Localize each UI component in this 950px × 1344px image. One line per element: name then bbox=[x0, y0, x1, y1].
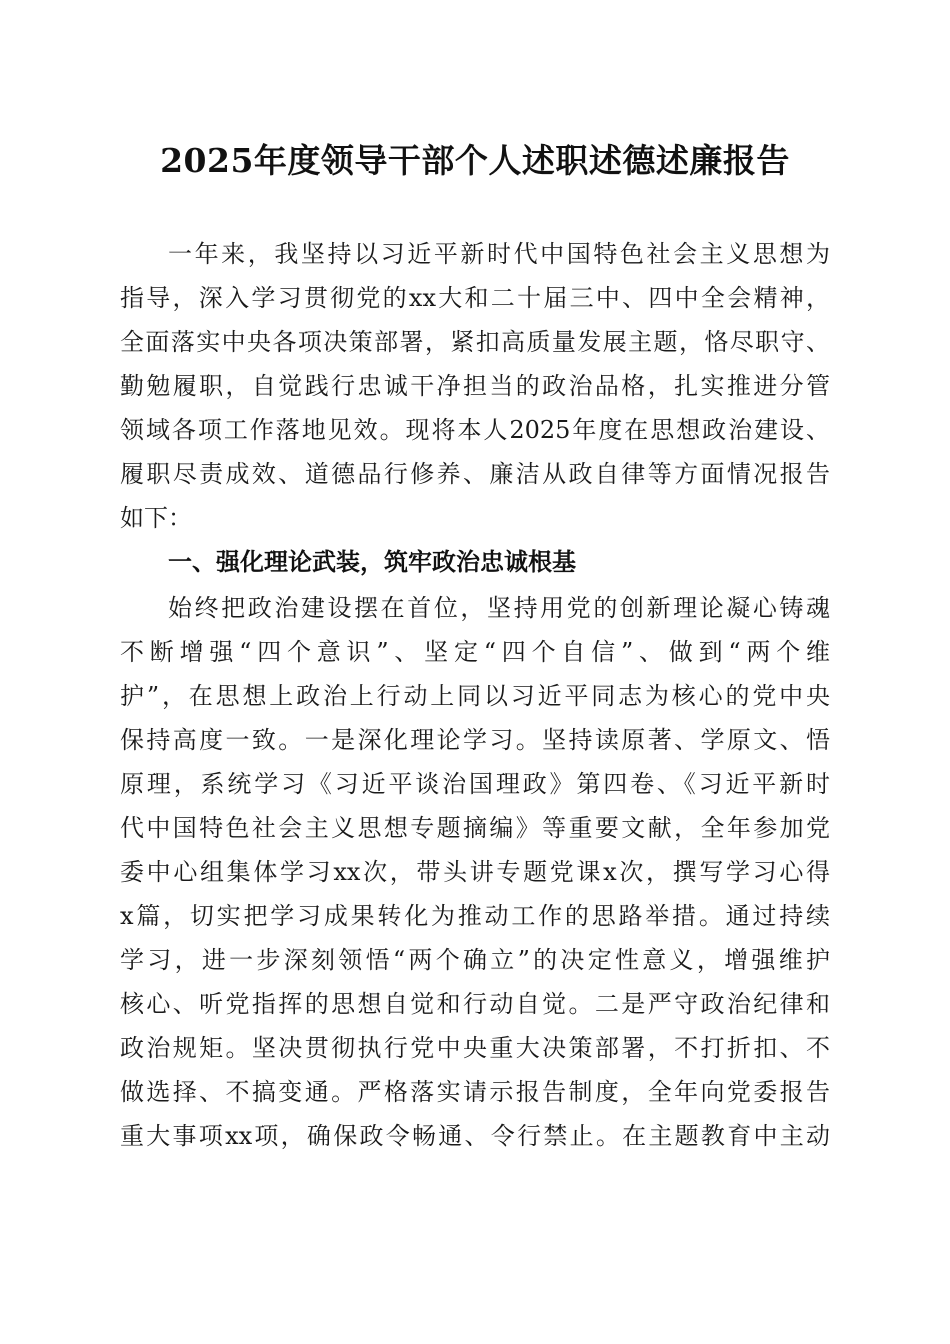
body-line: 原理，系统学习《习近平谈治国理政》第四卷、《习近平新时 bbox=[120, 770, 830, 798]
body-line: 保持高度一致。一是深化理论学习。坚持读原著、学原文、悟 bbox=[120, 726, 830, 754]
body-line: 政治规矩。坚决贯彻执行党中央重大决策部署，不打折扣、不 bbox=[120, 1034, 830, 1062]
body-line: x篇，切实把学习成果转化为推动工作的思路举措。通过持续 bbox=[120, 902, 830, 930]
body-line: 护”，在思想上政治上行动上同以习近平同志为核心的党中央 bbox=[120, 682, 830, 710]
intro-line: 领域各项工作落地见效。现将本人2025年度在思想政治建设、 bbox=[120, 416, 830, 444]
body-line: 核心、听党指挥的思想自觉和行动自觉。二是严守政治纪律和 bbox=[120, 990, 830, 1018]
intro-line: 如下： bbox=[120, 504, 192, 532]
intro-line: 全面落实中央各项决策部署，紧扣高质量发展主题，恪尽职守、 bbox=[120, 328, 830, 356]
body-line: 委中心组集体学习xx次，带头讲专题党课x次，撰写学习心得 bbox=[120, 858, 830, 886]
body-line: 做选择、不搞变通。严格落实请示报告制度，全年向党委报告 bbox=[120, 1078, 830, 1106]
intro-line: 履职尽责成效、道德品行修养、廉洁从政自律等方面情况报告 bbox=[120, 460, 830, 488]
intro-line: 指导，深入学习贯彻党的xx大和二十届三中、四中全会精神， bbox=[120, 284, 830, 312]
body-line: 代中国特色社会主义思想专题摘编》等重要文献，全年参加党 bbox=[120, 814, 830, 842]
body-line: 不断增强“四个意识”、坚定“四个自信”、做到“两个维 bbox=[120, 638, 830, 666]
section-heading: 一、强化理论武装，筑牢政治忠诚根基 bbox=[168, 548, 576, 576]
body-line: 学习，进一步深刻领悟“两个确立”的决定性意义，增强维护 bbox=[120, 946, 830, 974]
intro-line: 一年来，我坚持以习近平新时代中国特色社会主义思想为 bbox=[168, 240, 830, 268]
document-title: 2025年度领导干部个人述职述德述廉报告 bbox=[160, 141, 790, 180]
intro-line: 勤勉履职，自觉践行忠诚干净担当的政治品格，扎实推进分管 bbox=[120, 372, 830, 400]
body-line: 重大事项xx项，确保政令畅通、令行禁止。在主题教育中主动 bbox=[120, 1122, 830, 1150]
body-line: 始终把政治建设摆在首位，坚持用党的创新理论凝心铸魂 bbox=[168, 594, 830, 622]
